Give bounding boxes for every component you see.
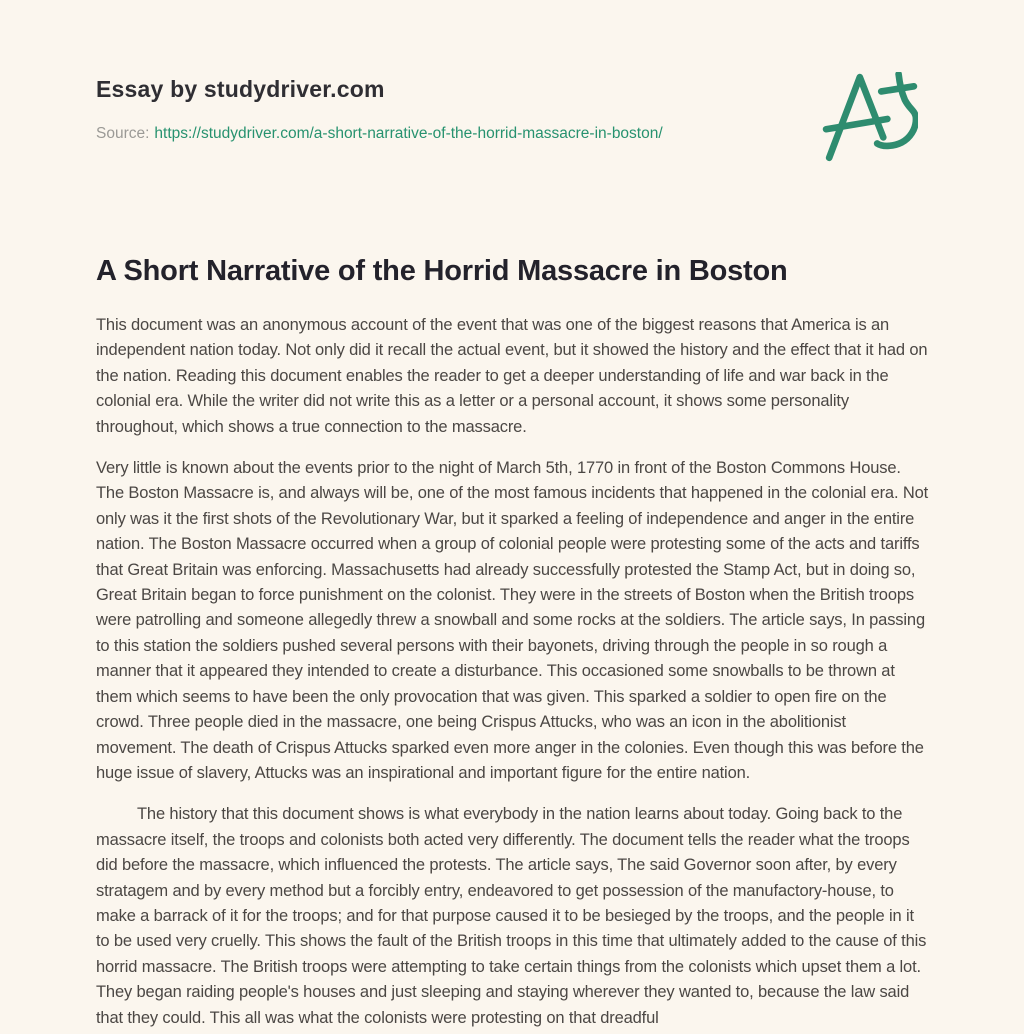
studydriver-a-plus-logo-icon	[822, 72, 918, 166]
essay-paragraph-3: The history that this document shows is what everybody in the nation learns about today. Going back to the massacre itself, the troops and colonists both acted very differently. The document tells the reader what the troops did before the massacre, which influenced the protests. The article says, The said Governor soon after, by every stratagem and by every method but a forcibly entry, endeavored to get possession of the manufactory-house, to make a barrack of it for the troops; and for that purpose caused it to be besieged by the troops, and the people in it to be used very cruelly. This shows the fault of the British troops in this time that ultimately added to the cause of this horrid massacre. The British troops were attempting to take certain things from the colonists which upset them a lot. They began raiding people's houses and just sleeping and staying wherever they wanted to, because the law said that they could. This all was what the colonists were protesting on that dreadful	[96, 805, 927, 1027]
essay-paragraph-1: This document was an anonymous account of the event that was one of the biggest reasons that America is an independent nation today. Not only did it recall the actual event, but it showed the history and the effect that it had on the nation. Reading this document enables the reader to get a deeper understanding of life and war back in the colonial era. While the writer did not write this as a letter or a personal account, it shows some personality throughout, which shows a true connection to the massacre.	[96, 316, 928, 436]
page-header	[96, 0, 929, 143]
source-link[interactable]: https://studydriver.com/a-short-narrative-of-the-horrid-massacre-in-boston/	[154, 125, 663, 142]
essay-title: A Short Narrative of the Horrid Massacre in Boston	[96, 255, 788, 287]
header-title: Essay by studydriver.com	[96, 76, 385, 102]
essay-content	[96, 255, 929, 1031]
source-label: Source:	[96, 125, 150, 142]
essay-paragraph-2: Very little is known about the events prior to the night of March 5th, 1770 in front of the Boston Commons House. The Boston Massacre is, and always will be, one of the most famous incidents that happened in the colonial era. Not only was it the first shots of the Revolutionary War, but it sparked a feeling of independence and anger in the entire nation. The Boston Massacre occurred when a group of colonial people were protesting some of the acts and tariffs that Great Britain was enforcing. Massachusetts had already successfully protested the Stamp Act, but in doing so, Great Britain began to force punishment on the colonist. They were in the streets of Boston when the British troops were patrolling and someone allegedly threw a snowball and some rocks at the soldiers. The article says, In passing to this station the soldiers pushed several persons with their bayonets, driving through the people in so rough a manner that it appeared they intended to create a disturbance. This occasioned some snowballs to be thrown at them which seems to have been the only provocation that was given. This sparked a soldier to open fire on the crowd. Three people died in the massacre, one being Crispus Attucks, who was an icon in the abolitionist movement. The death of Crispus Attucks sparked even more anger in the colonies. Even though this was before the huge issue of slavery, Attucks was an inspirational and important figure for the entire nation.	[96, 459, 929, 782]
source-line	[96, 125, 929, 143]
